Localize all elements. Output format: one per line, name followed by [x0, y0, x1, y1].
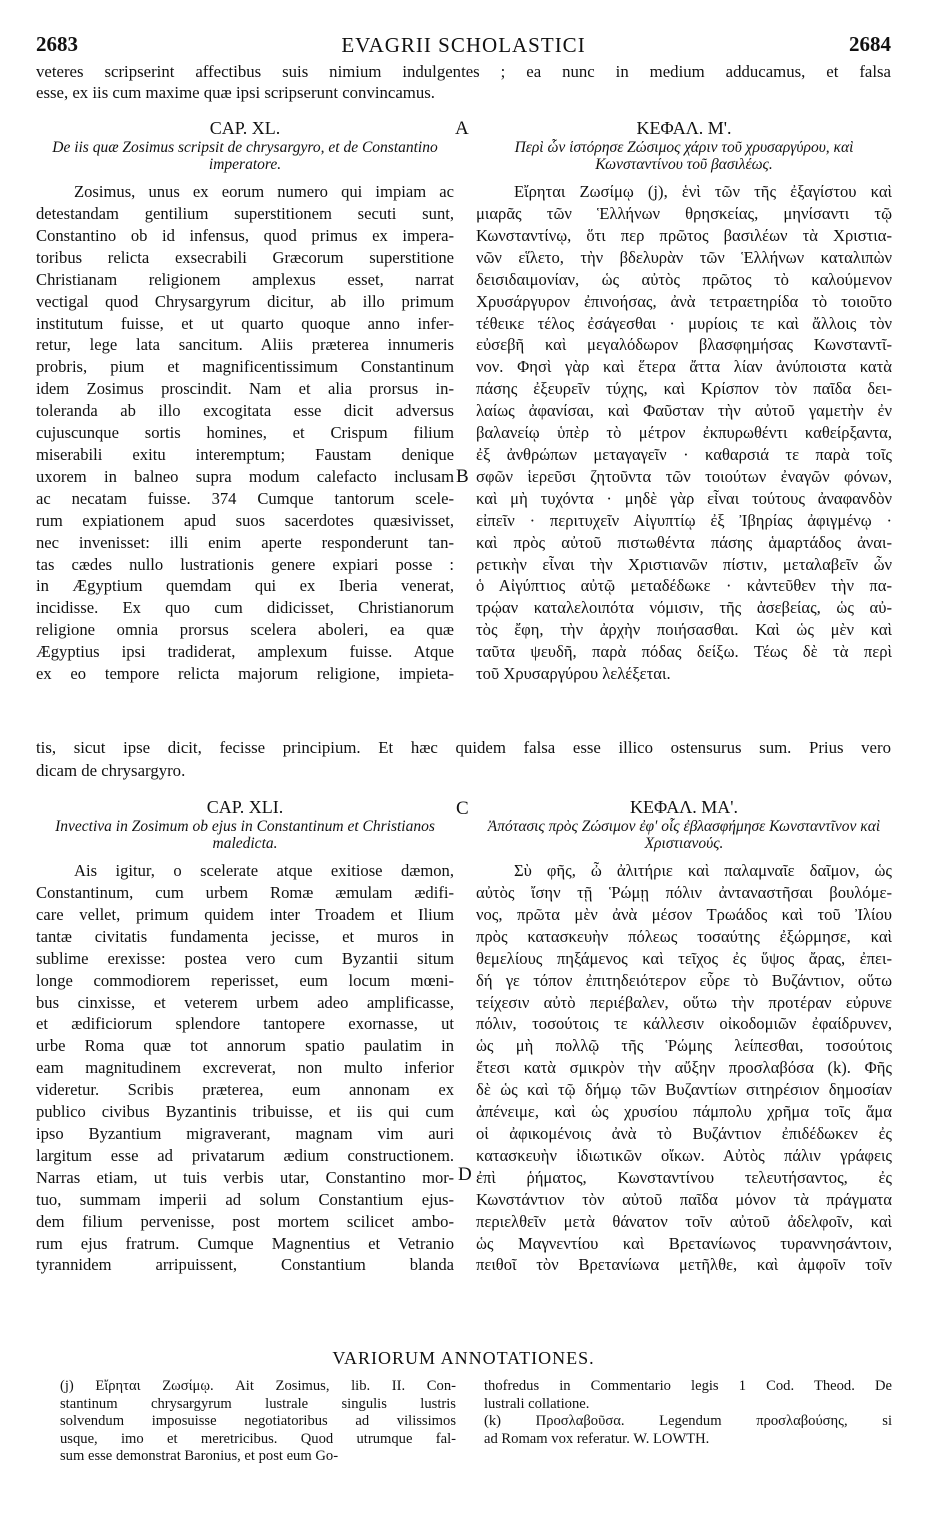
cap41-greek-subtitle: Ἀπότασις πρὸς Ζώσιμον ἐφ' οἷς ἐβλασφήμησε Κωνσταντῖνον καὶ Χριστιανούς.: [487, 817, 881, 852]
intro-line-2: esse, ex iis cum maxime quæ ipsi scripserunt convincamus.: [36, 83, 435, 102]
text-line: νον. Φησὶ γὰρ καὶ ἕτερα ἄττα λίαν ἀνύποιστα κατὰ: [476, 357, 892, 377]
text-line: εὐσεβῆ καὶ μεγαλόδωρον βλασφημήσας Κωνσταντῖ-: [476, 335, 892, 355]
bridge-line-2: dicam de chrysargyro.: [36, 761, 186, 780]
text-line: ὡς Μαγνεντίου καὶ Βρετανίωνος τυραννησάντοιν,: [476, 1233, 892, 1253]
text-line: Εἴρηται Ζωσίμῳ (j), ἑνὶ τῶν τῆς ἐξαγίστου καὶ: [514, 182, 892, 202]
text-line: probris, pium et magnificentissimum Constantinum: [36, 357, 454, 377]
text-line: βαλανείῳ ὑπὲρ τὸ μέτρον ἐκπυρωθέντι καθείρξαντα,: [476, 423, 892, 443]
text-line: νος, πρῶτα μὲν ἀνὰ μέσον Τρωάδος καὶ τοῦ Ἰλίου: [476, 904, 892, 924]
text-line: τοῦ Χρυσαργύρου λελέξεται.: [476, 664, 671, 684]
page-number-left: 2683: [36, 32, 78, 56]
text-line: uxorem in balneo supra modum calefacto inclusam: [36, 466, 454, 486]
text-line: θεμελίους πηξάμενος καὶ τεῖχος ἐς ὕψος ἄρας, ἐπει-: [476, 948, 892, 968]
cap40-greek-subtitle: Περὶ ὧν ἱστόρησε Ζώσιμος χάριν τοῦ χρυσαργύρου, καὶ Κωνσταντίνου τοῦ βασιλέως.: [514, 138, 854, 173]
annotations-left: [60, 1378, 456, 1466]
annotations-heading: VARIORUM ANNOTATIONES.: [332, 1348, 595, 1368]
text-line: νῶν εἵλετο, τὴν βδελυρὰν τῶν Ἑλλήνων καταλιπὼν: [476, 247, 892, 267]
text-line: ὁ Αἰγύπτιος αὐτῷ μεταδέδωκε · κἀντεῦθεν τὴν πα-: [476, 576, 892, 596]
text-line: institutum fuisse, et ut quarto quoque anno infer-: [36, 313, 454, 333]
cap41-greek-column: [476, 797, 892, 1276]
text-line: οἱ ἀφικομένοις ἀνὰ τὸ Βυζάντιον ἐπιδέδωκεν ἐς: [476, 1123, 892, 1143]
text-line: ρετικὴν εἶναι τὴν Χριστιανῶν πίστιν, μεταλαβεῖν ὧν: [476, 554, 892, 574]
text-line: τέθεικε τέλος ἐσάγεσθαι · μυρίοις τε καὶ ἄλλοις τὸν: [476, 313, 892, 333]
text-line: dem filium pervenisse, post mortem scilicet ambo-: [36, 1211, 454, 1231]
text-line: καὶ μὴ τυχόντα · μηδὲ γὰρ εἶναι τούτους ἀναφανδὸν: [476, 488, 892, 508]
text-line: Narras etiam, ut tuis verbis utar, Constantino mor-: [36, 1167, 454, 1187]
text-line: περιελθεῖν μετὰ θάνατον τοῖν αὐτοῦ ἀδελφοῖν, καὶ: [476, 1211, 892, 1231]
annotation-line: thofredus in Commentario legis 1 Cod. Theod. De: [484, 1378, 892, 1394]
text-line: Zosimus, unus ex eorum numero qui impiam ac: [74, 182, 454, 202]
text-line: publico civibus Byzantinis tribuisse, et iis qui cum: [36, 1102, 454, 1122]
bridge-line-1: tis, sicut ipse dicit, fecisse principium. Et hæc quidem falsa esse illico ostensurus sum. Prius vero: [36, 738, 891, 757]
text-line: καὶ πρὸς αὐτοῦ πιστωθέντα πάσης ἁμαρτάδος ἀναι-: [476, 532, 892, 552]
text-line: πάσης ἐξευρεῖν τύχης, καὶ Κρίσπον τὸν παῖδα δει-: [476, 379, 892, 399]
text-line: δεισιδαιμονίαν, ὡς αὐτὸς πρῶτος τὸ καλούμενον: [476, 269, 892, 289]
text-line: πόλιν, τοσούτοις τε κάλλεσιν οἰκοδομιῶν ἐφαίδρυνεν,: [476, 1014, 892, 1034]
text-line: ipso Byzantium migraverant, magnam vim auri: [36, 1123, 454, 1143]
text-line: Constantino ob id infensus, quod primus ex impera-: [36, 225, 454, 245]
text-line: rum expiationem apud suos sacerdotes quæsivisset,: [36, 510, 454, 530]
text-line: Χρυσάργυρον ἐπινοήσας, ἀνὰ τετραετηρίδα τὸ τοιοῦτο: [476, 291, 892, 311]
annotation-line: (k) Προσλαβοῦσα. Legendum προσλαβούσης, si: [484, 1413, 892, 1430]
text-line: Ais igitur, o scelerate atque exitiose dæmon,: [74, 861, 454, 881]
intro-line-1: veteres scripserint affectibus suis nimium indulgentes ; ea nunc in medium adducamus, et falsa: [36, 62, 891, 81]
text-line: σφῶν ἱερεῦσι ζητοῦντα τῶν τοιούτων ἐναγῶν φόνων,: [476, 466, 892, 486]
text-line: Ægyptius ipsi tradiderat, amplexum fuisse. Atque: [36, 642, 454, 662]
text-line: εἰπεῖν · περιτυχεῖν Αἰγυπτίῳ ἐξ Ἰβηρίας ἀφιγμένῳ ·: [476, 510, 892, 530]
text-line: vectigal quod Chrysargyrum dicitur, ab illo primum: [36, 291, 454, 311]
text-line: πρὸς κατασκευὴν πόλεως τοσαύτης ἐξώρμησε, καὶ: [476, 926, 892, 946]
text-line: τὸς ἔφη, τὴν ἀρχὴν ποιήσασθαι. Καὶ ὡς μὲν καὶ: [476, 620, 892, 640]
running-title: EVAGRII SCHOLASTICI: [341, 33, 586, 57]
text-line: ἐπὶ ῥήματος, Κωνσταντίνου τελευτήσαντος, ἐς: [476, 1167, 892, 1187]
text-line: πειθοῖ τὸν Βρετανίωνα μετῆλθε, καὶ ἀμφοῖν τοῖν: [476, 1255, 892, 1275]
text-line: Christianam religionem amplexus esset, narrat: [36, 269, 454, 289]
text-line: urbe Roma quæ tot annorum spatio paulatim in: [36, 1036, 454, 1056]
text-line: ex eo tempore relicta majorum religione, impieta-: [36, 664, 454, 684]
text-line: cujuscunque sortis homines, et Crispum filium: [36, 423, 454, 443]
text-line: largitum esse ad privatarum ædium constructionem.: [36, 1145, 454, 1165]
cap41-latin-subtitle: Invectiva in Zosimum ob ejus in Constantinum et Christianos maledicta.: [55, 817, 435, 852]
text-line: detestandam gentilium superstitionem secuti sunt,: [36, 204, 454, 223]
page-header: [36, 32, 891, 58]
cap41-latin-text: [36, 860, 454, 1276]
cap40-greek-column: [476, 118, 892, 685]
annotation-line: ad Romam vox referatur. W. LOWTH.: [484, 1430, 710, 1447]
annotation-line: (j) Εἴρηται Ζωσίμῳ. Ait Zosimus, lib. II. Con-: [60, 1378, 456, 1394]
text-line: toleranda ab illo excogitata esse dicit adversus: [36, 401, 454, 421]
text-line: ἐξ ἀνθρώπων μεταγαγεῖν · καθαρσιά τε παρὰ τοῖς: [476, 444, 892, 464]
cap41-greek-text: [476, 860, 892, 1276]
margin-marker-a: A: [455, 118, 469, 139]
text-line: κατασκευὴν ἰδιωτικῶν οἴκων. Αὐτὸς πάλιν γράφεις: [476, 1145, 892, 1165]
text-line: tuo, summam imperii ad solum Constantium ejus-: [36, 1189, 454, 1209]
text-line: incidisse. Ex quo cum didicisset, Christianorum: [36, 598, 454, 618]
text-line: care vellet, primum quidem inter Troadem et Ilium: [36, 904, 454, 924]
text-line: τείχεσιν αὐτὸ περιέβαλεν, οὕτω τὴν προτέραν εὐρυνε: [476, 992, 892, 1012]
cap40-latin-heading: CAP. XL.: [209, 118, 281, 138]
text-line: δή γε τόπον ἐπιτηδειότερον εὗρε τὸ Βυζάντιον, οὕτω: [476, 970, 892, 990]
text-line: idem Zosimus proscindit. Nam et alia prorsus in-: [36, 379, 454, 399]
text-line: tyrannidem arripuissent, Constantium blanda: [36, 1255, 454, 1275]
page-number-right: 2684: [849, 32, 891, 56]
text-line: retur, lege lata sancitum. Aliis præterea innumeris: [36, 335, 454, 355]
text-line: religione omnia prorsus scelera aboleri, ea quæ: [36, 620, 454, 640]
annotation-line: stantinum chrysargyrum lustrale singulis lustris: [60, 1395, 456, 1412]
text-line: αὐτὸς ἴσην τῇ Ῥώμῃ πόλιν ἀνταναστῆσαι βουλόμε-: [476, 883, 892, 902]
text-line: Κωνσταντίνῳ, ὅτι περ πρῶτος βασιλέων τὰ Χριστια-: [476, 225, 892, 245]
text-line: sublime erexisse: postea vero cum Byzantii situm: [36, 948, 454, 968]
cap41-greek-heading: ΚΕΦΑΛ. ΜΑ'.: [629, 797, 739, 817]
annotation-line: usque, imo et meretricibus. Quod utrumque fal-: [60, 1430, 456, 1447]
annotation-line: lustrali collatione.: [484, 1395, 590, 1412]
cap40-latin-column: [36, 118, 454, 685]
text-line: bus cinxisse, et veterem urbem adeo amplificasse,: [36, 992, 454, 1012]
text-line: longe commodiorem reperisset, eum locum mœni-: [36, 970, 454, 990]
text-line: ἀπένειμε, καὶ ὡς χρυσίου πάμπολυ χρῆμα τοῖς ἅμα: [476, 1102, 892, 1122]
text-line: μιαρᾶς τῶν Ἑλλήνων θρησκείας, μηνίσαντι τῷ: [476, 204, 892, 223]
text-line: rum ejus fratrum. Cumque Magnentius et Vetranio: [36, 1233, 454, 1253]
text-line: eam magnitudinem excreverat, non multo inferior: [36, 1058, 454, 1078]
annotation-line: solvendum imposuisse negotiatoribus ad vilissimos: [60, 1413, 456, 1430]
cap40-latin-text: [36, 181, 454, 685]
text-line: λαίως ἀφανίσαι, καὶ Φαῦσταν τὴν αὐτοῦ γαμετὴν ἐν: [476, 401, 892, 421]
text-line: in Ægyptium quemdam qui ex Iberia venerat,: [36, 576, 454, 596]
text-line: tas cædes nullo lustrationis genere expiari posse :: [36, 554, 454, 574]
cap40-greek-heading: ΚΕΦΑΛ. Μ'.: [636, 118, 732, 138]
text-line: Σὺ φῆς, ὦ ἀλιτήριε καὶ παλαμναῖε δαῖμον, ὡς: [514, 861, 892, 881]
annotation-line: sum esse demonstrat Baronius, et post eum Go-: [60, 1448, 339, 1465]
text-line: Constantinum, cum urbem Romæ æmulam ædifi-: [36, 883, 454, 902]
text-line: ἔτεσι κατὰ σμικρὸν τὴν αὔξην προσλαβόσα (k). Φῆς: [476, 1058, 892, 1078]
text-line: et ædificiorum splendore tantopere exornasse, ut: [36, 1014, 454, 1034]
cap41-latin-heading: CAP. XLI.: [206, 797, 284, 817]
cap40-latin-subtitle: De iis quæ Zosimus scripsit de chrysargyro, et de Constantino imperatore.: [52, 138, 438, 173]
text-line: nec invenisset: illi enim aperte responderunt tan-: [36, 532, 454, 552]
text-line: τρῴαν καταλελοιπότα νόμισιν, τῆς ἀσεβείας, ὡς αὐ-: [476, 598, 892, 618]
cap41-latin-column: [36, 797, 454, 1276]
text-line: tantæ civitatis fundamenta jecisse, et muros in: [36, 926, 454, 946]
text-line: Κωνστάντιον τὸν αὐτοῦ παῖδα μόνον τὰ πράγματα: [476, 1189, 892, 1209]
cap40-greek-text: [476, 181, 892, 685]
text-line: videretur. Scribis præterea, eum annonam ex: [36, 1080, 454, 1100]
text-line: toribus relicta exsecrabili Græcorum superstitione: [36, 247, 454, 267]
annotations-right: [484, 1378, 892, 1448]
margin-marker-b: B: [456, 466, 469, 487]
text-line: ταῦτα ψευδῆ, παρὰ πόδας δείξω. Τέως δὲ τὰ περὶ: [476, 642, 892, 662]
text-line: δὲ ὡς καὶ τῷ δήμῳ τῶν Βυζαντίων σιτηρέσιον δημοσίαν: [476, 1080, 892, 1100]
text-line: miserabili exitu interemptum; Faustam denique: [36, 444, 454, 464]
margin-marker-c: C: [456, 798, 469, 819]
margin-marker-d: D: [458, 1164, 472, 1185]
text-line: ὡς μὴ πολλῷ τῆς Ῥώμης λείπεσθαι, τοσούτοις: [476, 1036, 892, 1056]
text-line: ac necatam fuisse. 374 Cumque tantorum scele-: [36, 488, 454, 508]
